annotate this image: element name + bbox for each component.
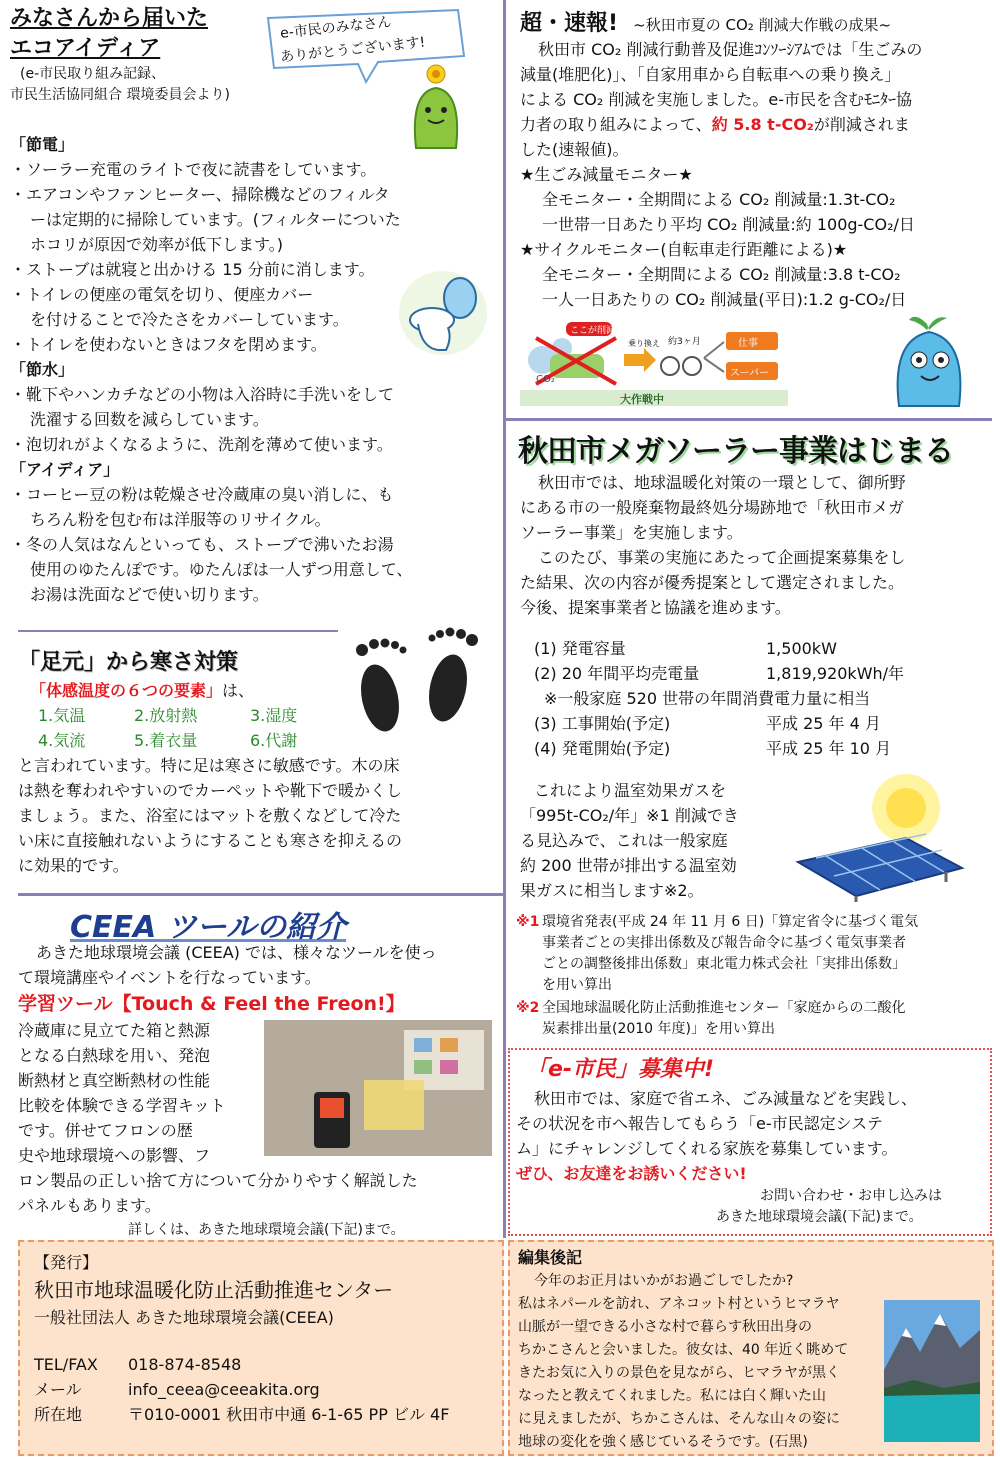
publisher-org-2: 一般社団法人 あきた地球環境会議(CEEA) — [34, 1308, 334, 1327]
solar-item-value: 1,819,920kWh/年 — [766, 664, 905, 683]
addr-value: 〒010-0001 秋田市中通 6-1-65 PP ビル 4F — [128, 1405, 450, 1424]
note-1-mark: ※1 — [516, 914, 540, 930]
solar-title: 秋田市メガソーラー事業はじまる — [518, 434, 953, 469]
flash-body-part: が削減されま — [813, 115, 910, 134]
publisher-tel — [34, 1352, 494, 1377]
solar-item — [534, 711, 984, 736]
note-2-line: 炭素排出量(2010 年度)」を用い算出 — [542, 1021, 776, 1037]
postscript-line: 地球の変化を強く感じているそうです。(石黒) — [518, 1434, 808, 1450]
note-2-line: 全国地球温暖化防止活動推進センター「家庭からの二酸化 — [542, 1000, 906, 1016]
factor-item: 6.代謝 — [250, 731, 298, 750]
ceea-tool-line: パネルもあります。 — [18, 1196, 161, 1215]
recruit-section — [516, 1054, 986, 1228]
solar-effect-line: る見込みで、これは一般家庭 — [520, 831, 728, 850]
flash-section — [520, 6, 990, 312]
diagram-campaign-label: 大作戦中 — [620, 393, 664, 406]
solar-item-label: (2) 20 年間平均売電量 — [534, 664, 700, 683]
flash-body-line: 秋田市 CO₂ 削減行動普及促進ｺﾝｿｰｼｱﾑでは「生ごみの — [538, 40, 923, 59]
note-2-mark: ※2 — [516, 1000, 540, 1016]
ceea-tool-line: です。併せてフロンの歴 — [18, 1121, 193, 1140]
solar-effect-line: 果ガスに相当します※2。 — [520, 881, 704, 900]
recruit-contact-2: あきた地球環境会議(下記)まで。 — [716, 1209, 923, 1225]
campaign-diagram — [520, 318, 790, 408]
note-1-line: 環境省発表(平成 24 年 11 月 6 日)「算定省令に基づく電気 — [542, 914, 919, 930]
solar-item — [534, 661, 984, 686]
recruit-title: 「e-市民」募集中! — [526, 1057, 715, 1082]
power-line: ・エアコンやファンヒーター、掃除機などのフィルタ — [10, 185, 390, 204]
ceea-intro-line: あきた地球環境会議 (CEEA) では、様々なツールを使っ — [36, 943, 437, 962]
feet-body-line: ましょう。また、浴室にはマットを敷くなどして冷た — [18, 806, 402, 825]
solar-body-line: た結果、次の内容が優秀提案として選定されました。 — [520, 573, 905, 592]
factor-item: 1.気温 — [38, 706, 86, 725]
toilet-icon — [398, 268, 488, 358]
mountain-lake-photo — [884, 1300, 980, 1442]
idea-line: 使用のゆたんぽです。ゆたんぽは一人ずつ用意して、 — [30, 560, 413, 579]
cycle-line: 一人一日あたりの CO₂ 削減量(平日):1.2 g-CO₂/日 — [542, 290, 907, 309]
solar-panel-icon — [786, 772, 966, 902]
factor-item: 4.気流 — [38, 731, 86, 750]
cycle-title: ★サイクルモニター(自転車走行距離による)★ — [520, 240, 848, 259]
recruit-body-line: 秋田市では、家庭で省エネ、ごみ減量などを実践し、 — [534, 1089, 918, 1108]
note-2-body — [542, 998, 905, 1040]
feet-body-line: い床に直接触れないようにすることも寒さを抑えるの — [18, 831, 403, 850]
ceea-tool-line: 断熱材と真空断熱材の性能 — [18, 1071, 211, 1090]
postscript-line: に見えましたが、ちかこさんは、そんな山々の姿に — [518, 1411, 840, 1427]
diagram-switch-label: 乗り換え — [628, 339, 660, 348]
water-heading: 「節水」 — [10, 360, 75, 379]
eco-subtitle-1: (e-市民取り組み記録、 — [20, 66, 166, 82]
ceea-tool-title: 学習ツール【Touch & Feel the Freon!】 — [18, 993, 405, 1015]
water-line: ・泡切れがよくなるように、洗剤を薄めて使います。 — [10, 435, 393, 454]
ceea-intro-line: て環境講座やイベントを行なっています。 — [18, 968, 321, 987]
solar-item-value: 平成 25 年 4 月 — [766, 714, 881, 733]
power-line: ・ストーブは就寝と出かける 15 分前に消します。 — [10, 260, 375, 279]
ceea-tool-line: ロン製品の正しい捨て方について分かりやすく解説した — [18, 1171, 418, 1190]
solar-item-value: 平成 25 年 10 月 — [766, 739, 892, 758]
solar-notes — [516, 912, 992, 1040]
note-1 — [516, 912, 992, 996]
idea-line: お湯は洗面などで使い切ります。 — [30, 585, 269, 604]
eco-subtitle-2: 市民生活協同組合 環境委員会より) — [10, 87, 230, 103]
thermal-camera-photo — [264, 1020, 492, 1156]
power-section — [10, 132, 500, 607]
solar-body-line: このたび、事業の実施にあたって企画提案募集をし — [538, 548, 906, 567]
power-line: ・トイレの便座の電気を切り、便座カバー — [10, 285, 314, 304]
postscript-line: 山脈が一望できる小さな村で暮らす秋田出身の — [518, 1319, 812, 1335]
solar-item-note: ※一般家庭 520 世帯の年間消費電力量に相当 — [544, 689, 871, 708]
feet-top-rule — [18, 630, 338, 632]
garbage-title: ★生ごみ減量モニター★ — [520, 165, 693, 184]
tel-value: 018-874-8548 — [128, 1355, 242, 1374]
postscript-line: 今年のお正月はいかがお過ごしでしたか? — [534, 1273, 794, 1289]
flash-header — [520, 6, 990, 37]
diagram-co2-label: CO₂ — [536, 374, 555, 385]
solar-body-line: にある市の一般廃棄物最終処分場跡地で「秋田市メガ — [520, 498, 905, 517]
tel-label: TEL/FAX — [34, 1355, 98, 1374]
diagram-super-label: スーパー — [730, 368, 769, 379]
ceea-tool-line: となる白熱球を用い、発泡 — [18, 1046, 211, 1065]
solar-body-line: ソーラー事業」を実施します。 — [520, 523, 743, 542]
recruit-body-line: ム」にチャレンジしてくれる家族を募集しています。 — [516, 1139, 898, 1158]
power-line: ・トイレを使わないときはフタを閉めます。 — [10, 335, 327, 354]
note-1-body — [542, 912, 918, 996]
power-line: ーは定期的に掃除しています。(フィルターについた — [30, 210, 401, 229]
ceea-footer: 詳しくは、あきた地球環境会議(下記)まで。 — [128, 1222, 405, 1238]
column-divider — [503, 0, 506, 1238]
postscript-line: 私はネパールを訪れ、アネコット村というヒマラヤ — [518, 1296, 840, 1312]
ceea-tool-line: 史や地球環境への影響、フ — [18, 1146, 211, 1165]
bubble-line-1: e-市民のみなさん — [279, 14, 393, 42]
idea-line: ・コーヒー豆の粉は乾燥させ冷蔵庫の臭い消しに、も — [10, 485, 394, 504]
solar-body-line: 秋田市では、地球温暖化対策の一環として、御所野 — [538, 473, 906, 492]
note-1-line: 事業者ごとの実排出係数及び報告命令に基づく電気事業者 — [542, 935, 906, 951]
ceea-tool-line: 冷蔵庫に見立てた箱と熱源 — [18, 1021, 211, 1040]
power-heading: 「節電」 — [10, 135, 75, 154]
feet-intro-highlight: 「体感温度の６つの要素」 — [30, 681, 223, 700]
solar-effect-line: 「995t-CO₂/年」※1 削減でき — [520, 806, 739, 825]
publisher-org-1: 秋田市地球温暖化防止活動推進センター — [34, 1278, 394, 1302]
diagram-months-label: 約3ヶ月 — [668, 337, 701, 347]
mail-label: メール — [34, 1380, 82, 1399]
eco-title-2: エコアイディア — [10, 36, 161, 61]
feet-intro-rest: は、 — [222, 681, 255, 700]
flash-body-line: 減量(堆肥化)」、「自家用車から自転車への乗り換え」 — [520, 65, 901, 84]
mascot-blue-icon — [885, 310, 975, 410]
power-line: を付けることで冷たさをカバーしています。 — [30, 310, 349, 329]
garbage-line: 一世帯一日あたり平均 CO₂ 削減量:約 100g-CO₂/日 — [542, 215, 915, 234]
flash-title: 超・速報! — [520, 11, 619, 36]
section-divider-right — [506, 418, 992, 421]
flash-highlight: 約 5.8 t-CO₂ — [711, 115, 814, 134]
factor-item: 3.湿度 — [250, 706, 298, 725]
solar-effect-line: これにより温室効果ガスを — [534, 781, 727, 800]
publisher-label: 【発行】 — [34, 1253, 99, 1272]
solar-section — [520, 470, 990, 620]
power-line: ホコリが原因で効率が低下します。) — [30, 235, 283, 254]
flash-body-line: による CO₂ 削減を実施しました。e-市民を含むﾓﾆﾀｰ協 — [520, 90, 912, 109]
cycle-line: 全モニター・全期間による CO₂ 削減量:3.8 t-CO₂ — [542, 265, 901, 284]
flash-body-line: した(速報値)。 — [520, 140, 629, 159]
recruit-call: ぜひ、お友達をお誘いください! — [516, 1164, 747, 1183]
water-line: 洗濯する回数を減らしています。 — [30, 410, 269, 429]
diagram-work-label: 仕事 — [738, 338, 758, 349]
addr-label: 所在地 — [34, 1405, 83, 1424]
eco-title-1: みなさんから届いた — [10, 6, 209, 31]
note-1-line: を用い算出 — [542, 977, 612, 993]
flash-body-line — [520, 112, 990, 137]
solar-item — [534, 636, 984, 661]
postscript-line: ちかこさんと会いました。彼女は、40 年近く眺めて — [518, 1342, 849, 1358]
recruit-contact-1: お問い合わせ・お申し込みは — [760, 1188, 942, 1204]
publisher-address — [34, 1402, 494, 1427]
postscript-title: 編集後記 — [518, 1248, 583, 1267]
flash-subtitle: ~秋田市夏の CO₂ 削減大作戦の成果~ — [633, 16, 892, 34]
solar-item-label: (4) 発電開始(予定) — [534, 739, 671, 758]
water-line: ・靴下やハンカチなどの小物は入浴時に手洗いをして — [10, 385, 395, 404]
diagram-reduce-label: ここが削減 — [570, 326, 616, 336]
solar-effect-line: 約 200 世帯が排出する温室効 — [520, 856, 737, 875]
solar-item — [534, 736, 984, 761]
section-divider-left — [18, 893, 503, 896]
solar-item-label: (1) 発電容量 — [534, 639, 626, 658]
mail-value[interactable]: info_ceea@ceeakita.org — [128, 1380, 320, 1399]
garbage-line: 全モニター・全期間による CO₂ 削減量:1.3t-CO₂ — [542, 190, 896, 209]
solar-body-line: 今後、提案事業者と協議を進めます。 — [520, 598, 791, 617]
flash-body-part: 力者の取り組みによって、 — [520, 115, 712, 134]
factor-item: 5.着衣量 — [134, 731, 198, 750]
note-2 — [516, 998, 992, 1040]
recruit-body-line: その状況を市へ報告してもらう「e-市民認定システ — [516, 1114, 883, 1133]
footprints-icon — [340, 612, 490, 752]
publisher-section — [34, 1250, 494, 1427]
feet-body-line: に効果的です。 — [18, 856, 129, 875]
idea-line: ・冬の人気はなんといっても、ストーブで沸いたお湯 — [10, 535, 394, 554]
ceea-tool-line: 比較を体験できる学習キット — [18, 1096, 226, 1115]
idea-line: ちろん粉を包む布は洋服等のリサイクル。 — [30, 510, 331, 529]
factor-item: 2.放射熱 — [134, 706, 198, 725]
solar-item-label: (3) 工事開始(予定) — [534, 714, 671, 733]
feet-body-line: と言われています。特に足は寒さに敏感です。木の床 — [18, 756, 400, 775]
feet-title: 「足元」から寒さ対策 — [18, 650, 239, 675]
solar-items — [534, 636, 984, 761]
power-line: ・ソーラー充電のライトで夜に読書をしています。 — [10, 160, 377, 179]
publisher-mail — [34, 1377, 494, 1402]
feet-body-line: は熱を奪われやすいのでカーペットや靴下で暖かくし — [18, 781, 403, 800]
postscript-line: きたお気に入りの景色を見ながら、ヒマラヤが黒く — [518, 1365, 840, 1381]
postscript-line: なったと教えてくれました。私には白く輝いた山 — [518, 1388, 826, 1404]
ceea-title: CEEA ツールの紹介 — [70, 910, 347, 945]
idea-heading: 「アイディア」 — [10, 460, 120, 479]
bubble-line-2: ありがとうございます! — [279, 34, 427, 66]
solar-item-value: 1,500kW — [766, 639, 837, 658]
note-1-line: ごとの調整後排出係数」東北電力株式会社「実排出係数」 — [542, 956, 906, 972]
solar-effect — [520, 778, 780, 903]
